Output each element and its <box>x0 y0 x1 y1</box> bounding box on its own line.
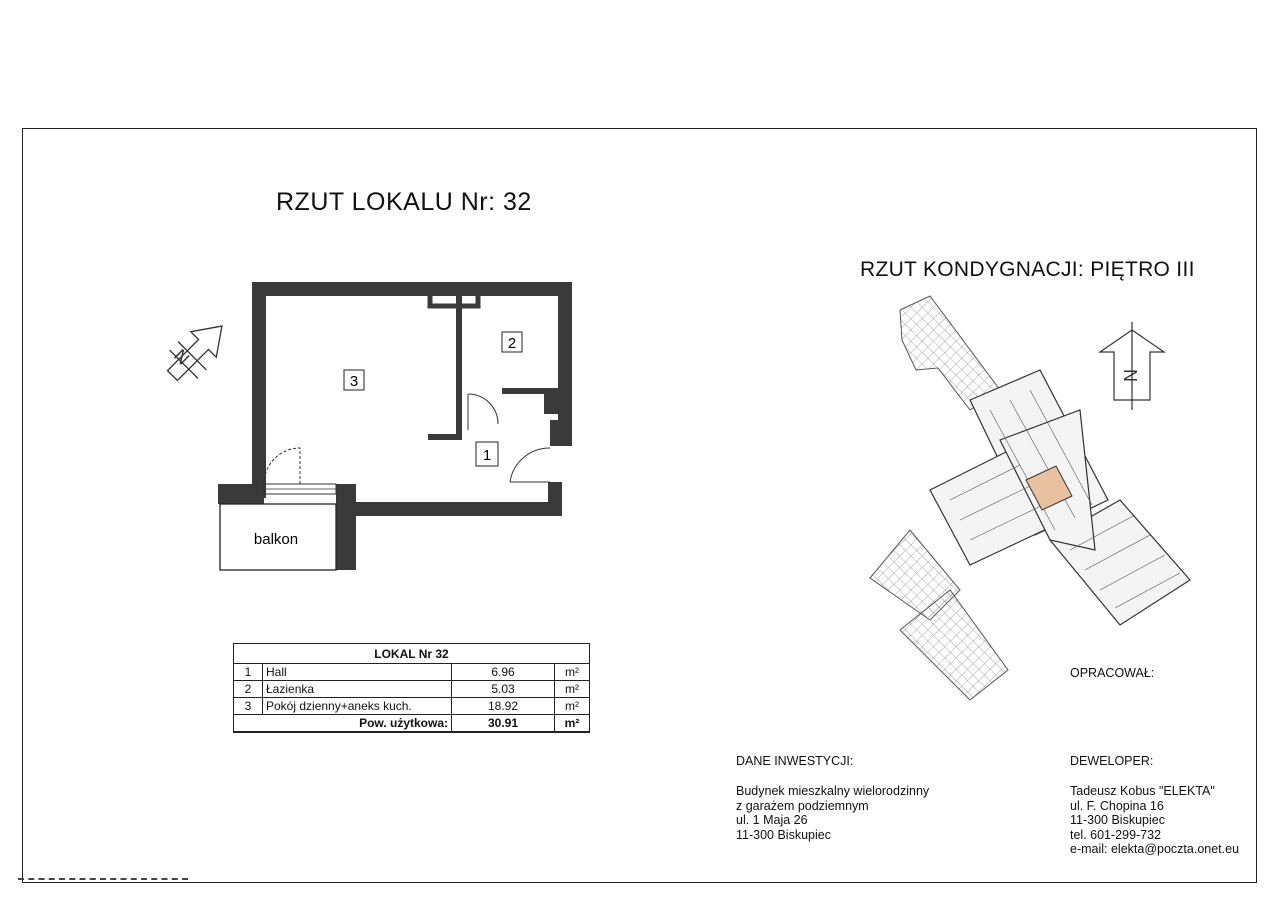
investment-details <box>736 784 929 842</box>
compass-letter-2: N <box>1120 369 1140 382</box>
table-row: 2 Łazienka 5.03 m² <box>234 681 590 698</box>
total-value: 30.91 <box>452 715 555 733</box>
investment-line: Budynek mieszkalny wielorodzinny <box>736 784 930 798</box>
compass-letter: N <box>170 345 194 369</box>
prepared-by-label: OPRACOWAŁ: <box>1070 666 1155 680</box>
developer-line: e-mail: elekta@poczta.onet.eu <box>1070 842 1240 856</box>
table-row: 1 Hall 6.96 m² <box>234 664 590 681</box>
terrace-top <box>900 296 1000 410</box>
investment-line: ul. 1 Maja 26 <box>736 813 808 827</box>
investment-line: z garażem podziemnym <box>736 798 869 813</box>
balcony-label: balkon <box>253 531 299 548</box>
floor-title: RZUT KONDYGNACJI: PIĘTRO III <box>860 258 1195 281</box>
investment-heading: DANE INWESTYCJI: <box>736 754 854 768</box>
developer-line: 11-300 Biskupiec <box>1070 813 1165 827</box>
area-table <box>233 643 590 733</box>
north-arrow-icon <box>1100 322 1164 410</box>
developer-heading: DEWELOPER: <box>1070 754 1154 768</box>
footer-dash <box>18 878 188 880</box>
room-2-label: 2 <box>507 335 517 352</box>
walls <box>218 282 572 570</box>
developer-line: tel. 601-299-732 <box>1070 827 1162 842</box>
total-row <box>234 715 590 733</box>
room-3-label: 3 <box>349 373 359 390</box>
developer-line: ul. F. Chopina 16 <box>1070 798 1164 813</box>
total-label: Pow. użytkowa: <box>234 715 452 733</box>
table-row: 3 Pokój dzienny+aneks kuch. 18.92 m² <box>234 698 590 715</box>
developer-line: Tadeusz Kobus "ELEKTA" <box>1070 784 1215 798</box>
investment-line: 11-300 Biskupiec <box>736 827 831 842</box>
building-floor-plan <box>860 290 1200 710</box>
page-title: RZUT LOKALU Nr: 32 <box>276 188 532 216</box>
unit-floor-plan <box>140 270 580 580</box>
total-unit: m² <box>555 715 590 733</box>
developer-details <box>1070 784 1239 857</box>
area-table-header: LOKAL Nr 32 <box>234 644 590 664</box>
room-1-label: 1 <box>482 447 492 464</box>
north-arrow-icon <box>158 312 236 390</box>
